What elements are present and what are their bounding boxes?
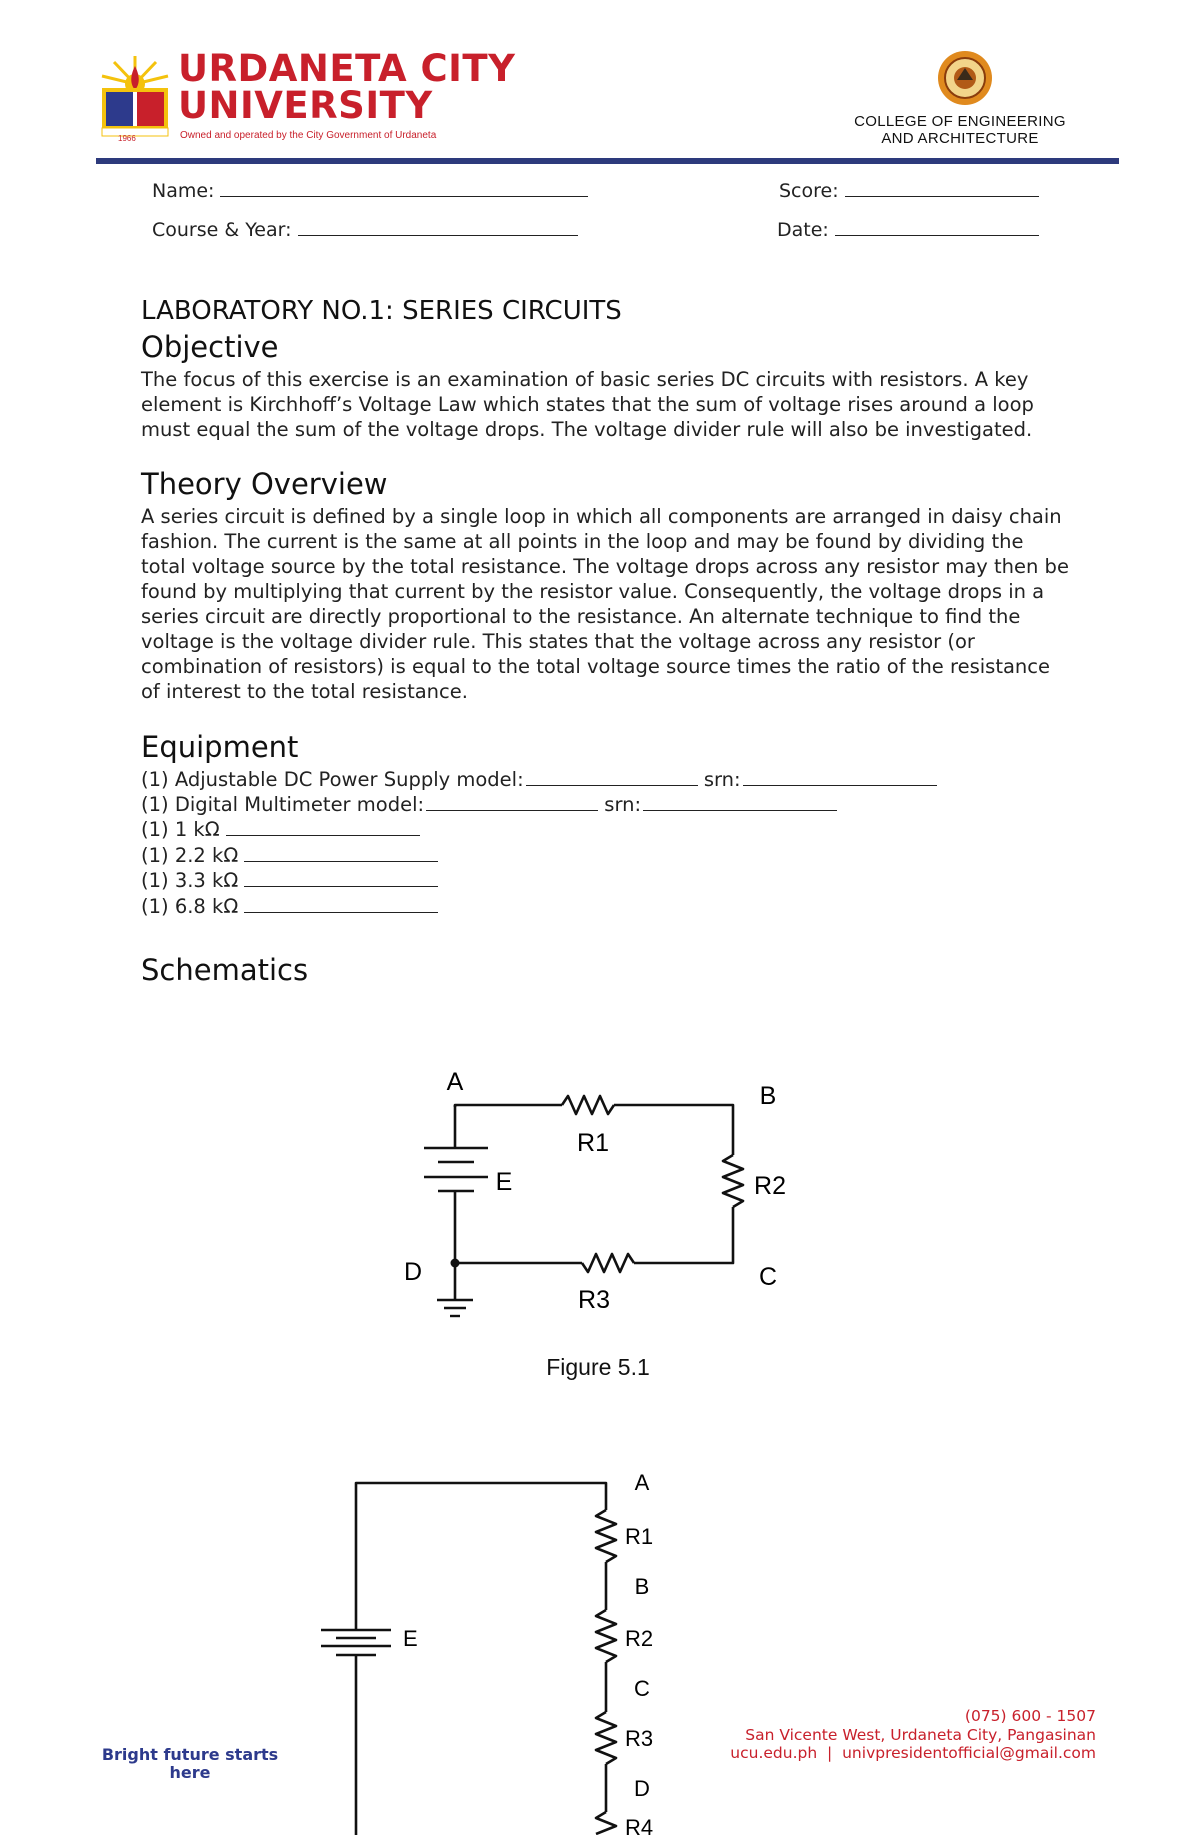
university-name-line2: UNIVERSITY [178,84,433,127]
battery-e [424,1148,488,1220]
college-seal-icon [937,50,993,106]
score-label: Score: [779,180,839,202]
footer-tagline: Bright future starts here [101,1745,279,1782]
theory-heading: Theory Overview [141,467,388,501]
figure-caption: Figure 5.1 [546,1354,650,1380]
equipment-item[interactable]: (1) 6.8 kΩ [141,894,438,919]
r3-label: R3 [578,1286,610,1314]
schematics-heading: Schematics [141,953,309,987]
name-field[interactable] [152,178,588,202]
source-e-label: E [495,1168,513,1196]
footer-contact [640,1707,1096,1763]
node-a-label: A [634,1470,650,1495]
equipment-item[interactable]: (1) 1 kΩ [141,817,420,842]
objective-text: The focus of this exercise is an examination of basic series DC circuits with resistors. A key element is Kirchhoff’s Voltage Law which states that the sum of voltage rises around a loop must equal the sum of the voltage drops. The voltage divider rule will also be investigated. [141,368,1034,441]
footer-web-email[interactable]: ucu.edu.ph | univpresidentofficial@gmail.com [730,1744,1096,1762]
r1-label: R1 [625,1524,654,1549]
node-c-label: C [634,1676,650,1701]
resistor-r2 [723,1155,743,1207]
equipment-item[interactable]: (1) 2.2 kΩ [141,843,438,868]
r1-label: R1 [577,1129,609,1157]
date-field[interactable] [777,217,1039,241]
objective-heading: Objective [141,330,279,364]
r3-label: R3 [625,1726,654,1751]
course-year-field[interactable] [152,217,578,241]
university-name-line1: URDANETA CITY [178,47,516,90]
resistor-r4 [596,1812,616,1834]
course-year-label: Course & Year: [152,219,292,241]
header-divider [96,158,1119,164]
course-year-blank[interactable] [298,217,578,236]
university-logo-icon [96,54,174,138]
college-name-line1: COLLEGE OF ENGINEERING [854,113,1066,130]
node-d-label: D [634,1776,650,1801]
resistor-r1 [562,1096,614,1114]
resistor-r2 [596,1610,616,1662]
equipment-item[interactable]: (1) 3.3 kΩ [141,868,438,893]
equipment-item[interactable]: (1) Digital Multimeter model: srn: [141,792,837,817]
resistor-r3 [582,1254,634,1272]
resistor-r3 [596,1712,616,1764]
name-label: Name: [152,180,215,202]
date-label: Date: [777,219,829,241]
name-blank[interactable] [220,178,588,197]
node-b-label: B [759,1082,777,1110]
figure-2-schematic [300,1470,700,1835]
score-blank[interactable] [845,178,1039,197]
node-c-label: C [758,1263,778,1291]
ground-icon [437,1300,473,1316]
resistor-r1 [596,1510,616,1562]
battery-e [321,1630,391,1655]
footer-phone: (075) 600 - 1507 [964,1707,1096,1725]
theory-text: A series circuit is defined by a single loop in which all components are arranged in daisy chain fashion. The current is the same at all points in the loop and may be found by dividing the total voltage source by the total resistance. The voltage drops across any resistor may then be found by multiplying that current by the resistor value. Consequently, the voltage drops in a series circuit are directly proportional to the resistance. An alternate technique to find the voltage is the voltage divider rule. This states that the voltage across any resistor (or combination of resistors) is equal to the total voltage source times the ratio of the resistance of interest to the total resistance. [141,505,1069,703]
r2-label: R2 [625,1626,654,1651]
figure-5-1-schematic [380,1060,820,1380]
college-name-line2: AND ARCHITECTURE [881,130,1039,147]
r4-label: R4 [625,1815,654,1835]
junction-d [451,1259,460,1268]
wire-left-top [356,1483,606,1630]
r2-label: R2 [754,1172,786,1200]
node-b-label: B [634,1574,650,1599]
date-blank[interactable] [835,217,1039,236]
footer-address: San Vicente West, Urdaneta City, Pangasinan [745,1725,1096,1744]
ownership-note: Owned and operated by the City Government of Urdaneta [180,130,437,141]
wire-top [455,1105,562,1107]
node-a-label: A [446,1068,464,1096]
equipment-item[interactable]: (1) Adjustable DC Power Supply model: srn: [141,767,937,792]
score-field[interactable] [779,178,1039,202]
university-name [178,47,516,127]
founded-year: 1966 [118,134,136,143]
equipment-heading: Equipment [141,730,299,764]
college-name [840,113,1080,147]
node-d-label: D [403,1258,423,1286]
lab-title: LABORATORY NO.1: SERIES CIRCUITS [141,296,622,326]
source-e-label: E [403,1626,418,1651]
